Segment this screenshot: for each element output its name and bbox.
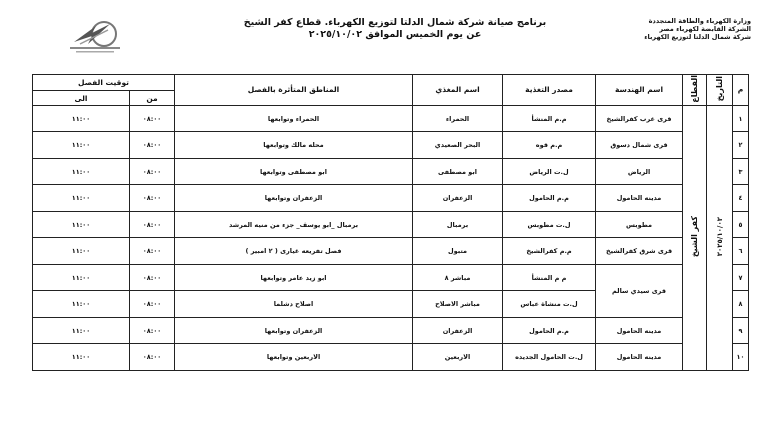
to-cell: ١١:٠٠ [33,291,130,318]
engineering-cell: قرى شرق كفرالشيخ [596,238,683,265]
table-row [33,317,749,344]
engineering-cell: قرى شمال دسوق [596,132,683,159]
maintenance-table [32,74,749,371]
table-row [33,344,749,371]
feeder-cell: الزعفران [413,185,503,212]
engineering-cell: مدينه الحامول [596,185,683,212]
source-cell: م.م الحامول [503,317,596,344]
areas-cell: فصل تفريعه غيارى ( ٢ امبير ) [175,238,413,265]
source-cell: ل.ت منشاة عباس [503,291,596,318]
table-row [33,185,749,212]
engineering-cell: الرياض [596,158,683,185]
row-num: ٣ [733,158,749,185]
from-cell: ٠٨:٠٠ [130,238,175,265]
to-cell: ١١:٠٠ [33,211,130,238]
feeder-cell: متبول [413,238,503,265]
engineering-cell: مدينه الحامول [596,344,683,371]
to-cell: ١١:٠٠ [33,105,130,132]
areas-cell: الزعفران وتوابعها [175,185,413,212]
from-cell: ٠٨:٠٠ [130,211,175,238]
table-row [33,264,749,291]
engineering-cell: مدينه الحامول [596,317,683,344]
header-timing: توقيت الفصل [33,75,175,91]
feeder-cell: مباشر ٨ [413,264,503,291]
from-cell: ٠٨:٠٠ [130,105,175,132]
table-row [33,105,749,132]
areas-cell: ابو زيد عامر وتوابعها [175,264,413,291]
feeder-cell: الاربعين [413,344,503,371]
header-date-label: التاريخ [715,76,725,102]
row-num: ٨ [733,291,749,318]
from-cell: ٠٨:٠٠ [130,185,175,212]
areas-cell: اصلاح دشلما [175,291,413,318]
header-date [707,75,733,106]
header-engineering: اسم الهندسة [596,75,683,106]
row-num: ٥ [733,211,749,238]
row-num: ٩ [733,317,749,344]
row-num: ٢ [733,132,749,159]
ministry-line-1: وزارة الكهرباء والطاقة المتجددة [648,17,751,25]
company-logo-icon [66,20,124,56]
header-sector [683,75,707,106]
feeder-cell: ابو مصطفى [413,158,503,185]
areas-cell: الحمراء وتوابعها [175,105,413,132]
feeder-cell: البحر الصعيدي [413,132,503,159]
date-value: ٢٠٢٥/١٠/٠٢ [715,217,724,257]
row-num: ١٠ [733,344,749,371]
table-row [33,132,749,159]
row-num: ٦ [733,238,749,265]
engineering-cell: قرى سيدي سالم [596,264,683,317]
engineering-cell: قرى غرب كفرالشيخ [596,105,683,132]
areas-cell: الاربعين وتوابعها [175,344,413,371]
to-cell: ١١:٠٠ [33,317,130,344]
feeder-cell: مباشر الاصلاح [413,291,503,318]
document-heading [230,17,560,40]
header-num: م [733,75,749,106]
to-cell: ١١:٠٠ [33,344,130,371]
feeder-cell: الزعفران [413,317,503,344]
areas-cell: برمبال _ابو يوسف_ جزء من منيه المرشد [175,211,413,238]
source-cell: م.م الحامول [503,185,596,212]
ministry-block [611,17,751,41]
areas-cell: ابو مصطفى وتوابعها [175,158,413,185]
sector-value: كفر الشيخ [690,216,700,258]
from-cell: ٠٨:٠٠ [130,317,175,344]
from-cell: ٠٨:٠٠ [130,132,175,159]
to-cell: ١١:٠٠ [33,132,130,159]
to-cell: ١١:٠٠ [33,264,130,291]
header-feeder: اسم المغذي [413,75,503,106]
row-num: ٧ [733,264,749,291]
header-to: الى [33,91,130,105]
to-cell: ١١:٠٠ [33,158,130,185]
from-cell: ٠٨:٠٠ [130,264,175,291]
document-title: برنامج صيانة شركة شمال الدلتا لتوزيع الكهرباء. قطاع كفر الشيخ [243,17,547,28]
header-areas: المناطق المتأثرة بالفصل [175,75,413,106]
source-cell: م.م المنشأ [503,105,596,132]
source-cell: ل.ت مطوبس [503,211,596,238]
from-cell: ٠٨:٠٠ [130,291,175,318]
ministry-line-2: الشركة القابضة لكهرباء مصر [659,25,751,33]
source-cell: م.م قوه [503,132,596,159]
header-source: مصدر التغذية [503,75,596,106]
row-num: ١ [733,105,749,132]
from-cell: ٠٨:٠٠ [130,344,175,371]
sector-cell [683,105,707,370]
header-sector-label: القطاع [690,75,700,103]
table-row [33,158,749,185]
to-cell: ١١:٠٠ [33,185,130,212]
document-date-line: عن يوم الخميس الموافق ٢٠٢٥/١٠/٠٢ [308,28,482,40]
from-cell: ٠٨:٠٠ [130,158,175,185]
source-cell: ل.ت الحامول الجديده [503,344,596,371]
date-cell [707,105,733,370]
ministry-line-3: شركة شمال الدلتا لتوزيع الكهرباء [644,33,751,41]
table-row [33,238,749,265]
areas-cell: محله مالك وتوابعها [175,132,413,159]
areas-cell: الزعفران وتوابعها [175,317,413,344]
feeder-cell: الحمراء [413,105,503,132]
feeder-cell: برمبال [413,211,503,238]
source-cell: ل.ت الرياض [503,158,596,185]
table-row [33,211,749,238]
row-num: ٤ [733,185,749,212]
header-from: من [130,91,175,105]
to-cell: ١١:٠٠ [33,238,130,265]
source-cell: م.م كفرالشيخ [503,238,596,265]
source-cell: م م المنشأ [503,264,596,291]
engineering-cell: مطوبس [596,211,683,238]
